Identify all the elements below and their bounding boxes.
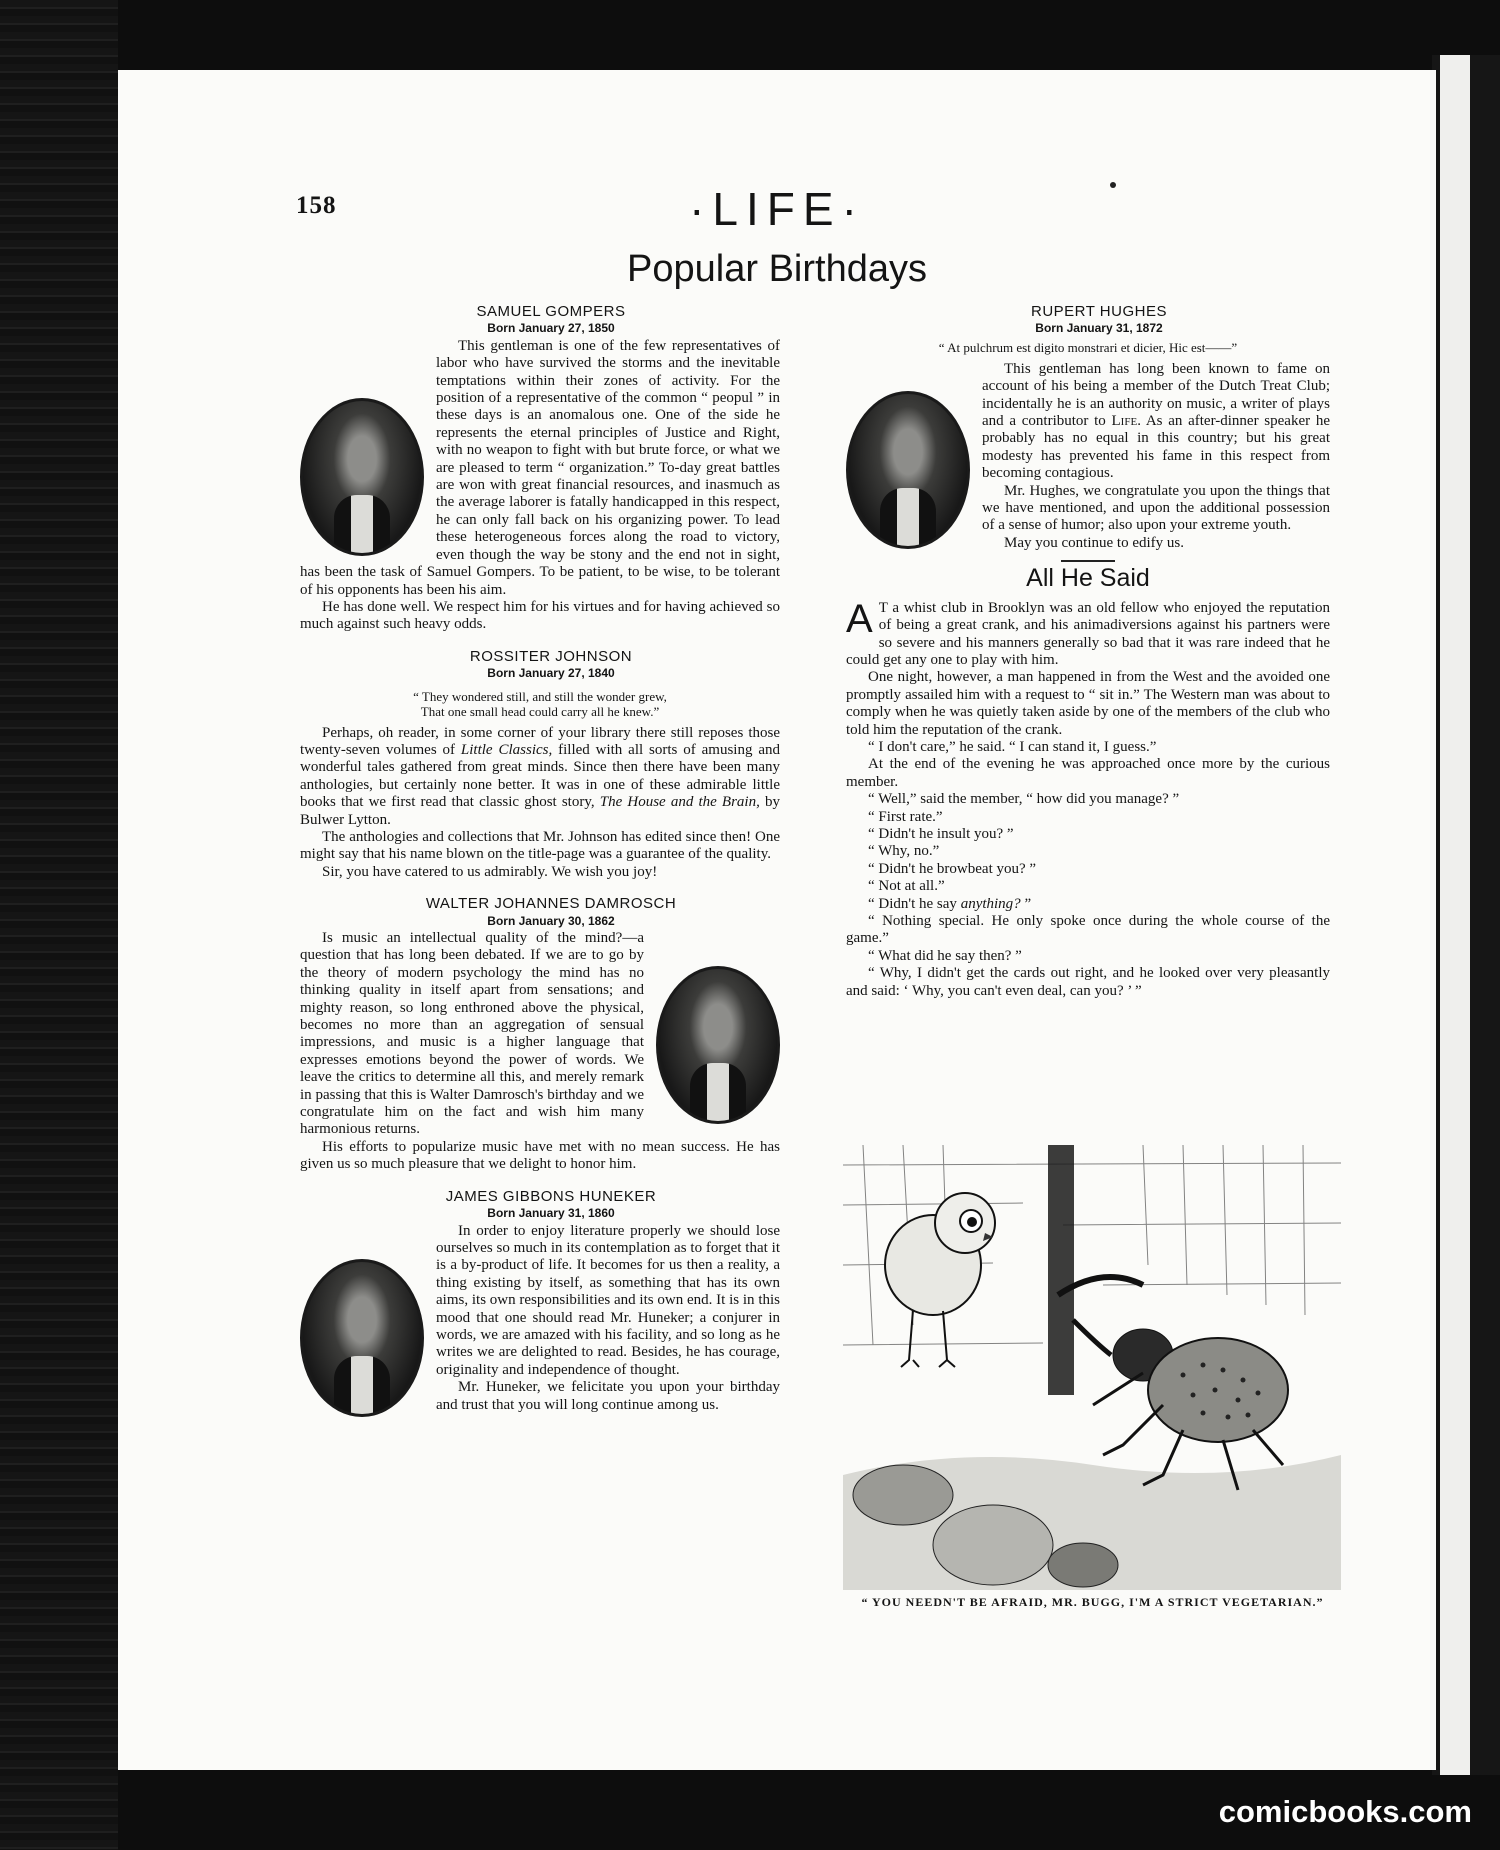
entry-paragraph: In order to enjoy literature properly we should lose ourselves so much in its contemplation as to forget that it is a by-product of life. It becomes for us then a reality, a thing existing by itself, as something that has its own aims, its own responsibilities and its own end. It is in this mood that one should read Mr. Huneker; a conjurer in words, we are amazed with his facility, and so long as he writes we are delighted to read. Besides, he has courage, originality and independence of thought. [436,1222,780,1378]
left-column [300,303,780,1421]
story-paragraph: “ First rate.” [868,808,943,825]
facing-page-edge [1440,55,1470,1775]
story-paragraph [846,596,1330,670]
entry-name: JAMES GIBBONS HUNEKER [445,1187,657,1205]
epigraph-line: “ They wondered still, and still the wonder grew, [413,688,667,704]
damrosch-portrait [656,966,780,1124]
book-title: Little Classics, [460,741,553,758]
masthead: ·LIFE· [689,183,865,235]
story-paragraph: “ Why, no.” [868,843,940,860]
entry-paragraph: Sir, you have catered to us admirably. We wish you joy! [322,863,658,880]
print-speck [1110,182,1116,188]
story-paragraph: At the end of the evening he was approached once more by the curious member. [846,756,1330,790]
story-paragraph: “ I don't care,” he said. “ I can stand it, I guess.” [868,738,1157,755]
huneker-entry [300,1188,780,1414]
entry-paragraph: His efforts to popularize music have met with no mean success. He has given us so much pleasure that we delight to honor him. [300,1138,780,1173]
section-title: Popular Birthdays [627,248,927,290]
story-title: The House and the Brain, [599,794,760,811]
story-paragraph: “ Didn't he browbeat you? ” [868,860,1037,877]
divider-rule [1061,560,1115,562]
story-paragraph: “ What did he say then? ” [868,947,1022,964]
text-run: This gentleman has long been known to fame on account of his being a member of the Dutch Treat Club; incidentally he is an authority on music, a writer of plays and a contributor to [982,360,1330,430]
story-paragraph: “ Why, I didn't get the cards out right, and he looked over very pleasantly and said: ‘ Why, you can't even deal, can you? ’ ” [846,965,1330,999]
entry-name: RUPERT HUGHES [1031,303,1167,320]
entry-paragraph: The anthologies and collections that Mr. Johnson has edited since then! One might say that his name blown on the title-page was a guarantee of the quality. [300,828,780,863]
entry-paragraph: Is music an intellectual quality of the mind?—a question that has long been debated. If we are to go by the theory of modern psychology the mind has no thinking quality in itself apart from sensations; and mighty reason, so long enthroned above the physical, becomes no more than an aggregation of sensual impressions, and music is a higher language that expresses emotions beyond the power of words. We leave the critics to determine all this, and merely remark in passing that this is Walter Damrosch's birthday and we congratulate him on the fact and wish him many harmonious returns. [300,930,644,1138]
huneker-portrait [300,1259,424,1417]
drop-cap: A [846,596,873,641]
right-column [846,303,1330,1000]
entry-birthdate: Born January 27, 1850 [487,321,615,336]
text-run: . As an after-dinner speaker he probably has no equal in this country; but his great modesty has prevented his fame in this respect from becoming contagious. [982,413,1330,482]
story-paragraph: “ Not at all.” [868,878,945,895]
entry-paragraph: May you continue to edify us. [1004,534,1184,551]
entry-paragraph: This gentleman is one of the few representatives of labor who have survived the storms and the inevitable temptations within their zones of activity. For the position of a representative of the common “ peopul ” in these days is an anomalous one. One of the side he represents the eternal principles of Justice and Right, with no weapon to fight with but brute force, or what we are pleased to term “ organization.” To-day great battles are won with great financial resources, and inasmuch as the average laborer is fatally handicapped in this respect, he can only fall back on his organizing power. To lead these heterogeneous forces along the road to victory, even though the way be stony and the end not in sight, has been the task of Samuel Gompers. To be patient, to be wise, to be tolerant of his opponents has been his aim. [300,337,780,598]
text-run: T a whist club in Brooklyn was an old fellow who enjoyed the reputation of being a great crank, and his animadiversions against his partners were so severe and his manners generally so bad that it was rare indeed that he could get any one to play with him. [846,599,1330,668]
hughes-portrait [846,391,970,549]
all-he-said-story [846,564,1330,1000]
entry-paragraph: He has done well. We respect him for his virtues and for having achieved so much against such heavy odds. [300,598,780,633]
gompers-portrait [300,398,424,556]
story-paragraph: One night, however, a man happened in from the West and the avoided one promptly assailed him with a request to “ sit in.” The Western man was about to comply when he was quietly taken aside by one of the members of the club who told him the reputation of the crank. [846,669,1330,738]
entry-paragraph [300,725,780,829]
page-number: 158 [296,192,337,219]
entry-birthdate: Born January 27, 1840 [487,666,615,681]
entry-name: ROSSITER JOHNSON [469,647,633,665]
damrosch-entry [300,895,780,1174]
text-run: by Bulwer Lytton. [300,794,780,828]
johnson-entry [300,648,780,881]
chick-and-beetle-illustration [843,1145,1341,1590]
text-run: ” [1020,895,1032,912]
scan-border-left [0,0,118,1850]
entry-name: SAMUEL GOMPERS [476,303,626,320]
epigraph-line: That one small head could carry all he knew.” [420,703,660,719]
entry-birthdate: Born January 31, 1872 [1035,321,1163,336]
story-paragraph [846,896,1330,913]
emphasis: anything? [960,895,1021,912]
entry-paragraph: Mr. Huneker, we felicitate you upon your birthday and trust that you will long continue among us. [436,1379,780,1413]
watermark: comicbooks.com [1218,1794,1472,1829]
entry-paragraph: Mr. Hughes, we congratulate you upon the things that we have mentioned, and upon the additional possession of a sense of humor; also upon your extreme youth. [982,482,1330,534]
gompers-entry [300,303,780,634]
story-title: All He Said [1026,564,1150,593]
epigraph: “ At pulchrum est digito monstrari et dicier, Hic est——” [938,339,1238,355]
magazine-name: Life [1111,413,1138,430]
epigraph [300,689,780,719]
illustration-caption: “ YOU NEEDN'T BE AFRAID, MR. BUGG, I'M A STRICT VEGETARIAN.” [861,1595,1324,1609]
entry-name: WALTER JOHANNES DAMROSCH [425,895,677,913]
entry-birthdate: Born January 30, 1862 [487,913,615,928]
text-run: Perhaps, oh reader, in some corner of your library there still reposes those twenty-seven volumes of [300,724,780,758]
story-paragraph: “ Well,” said the member, “ how did you manage? ” [868,791,1180,808]
hughes-entry [846,303,1330,552]
story-paragraph: “ Nothing special. He only spoke once during the whole course of the game.” [846,913,1330,947]
text-run: filled with all sorts of amusing and wonderful tales gathered from great minds. Since then there have been many anthologies, but certainly none better. It was in one of these admirable little books that we first read that classic ghost story, [300,741,780,811]
entry-birthdate: Born January 31, 1860 [487,1206,615,1221]
text-run: “ Didn't he say [868,895,961,912]
story-paragraph: “ Didn't he insult you? ” [868,825,1014,842]
